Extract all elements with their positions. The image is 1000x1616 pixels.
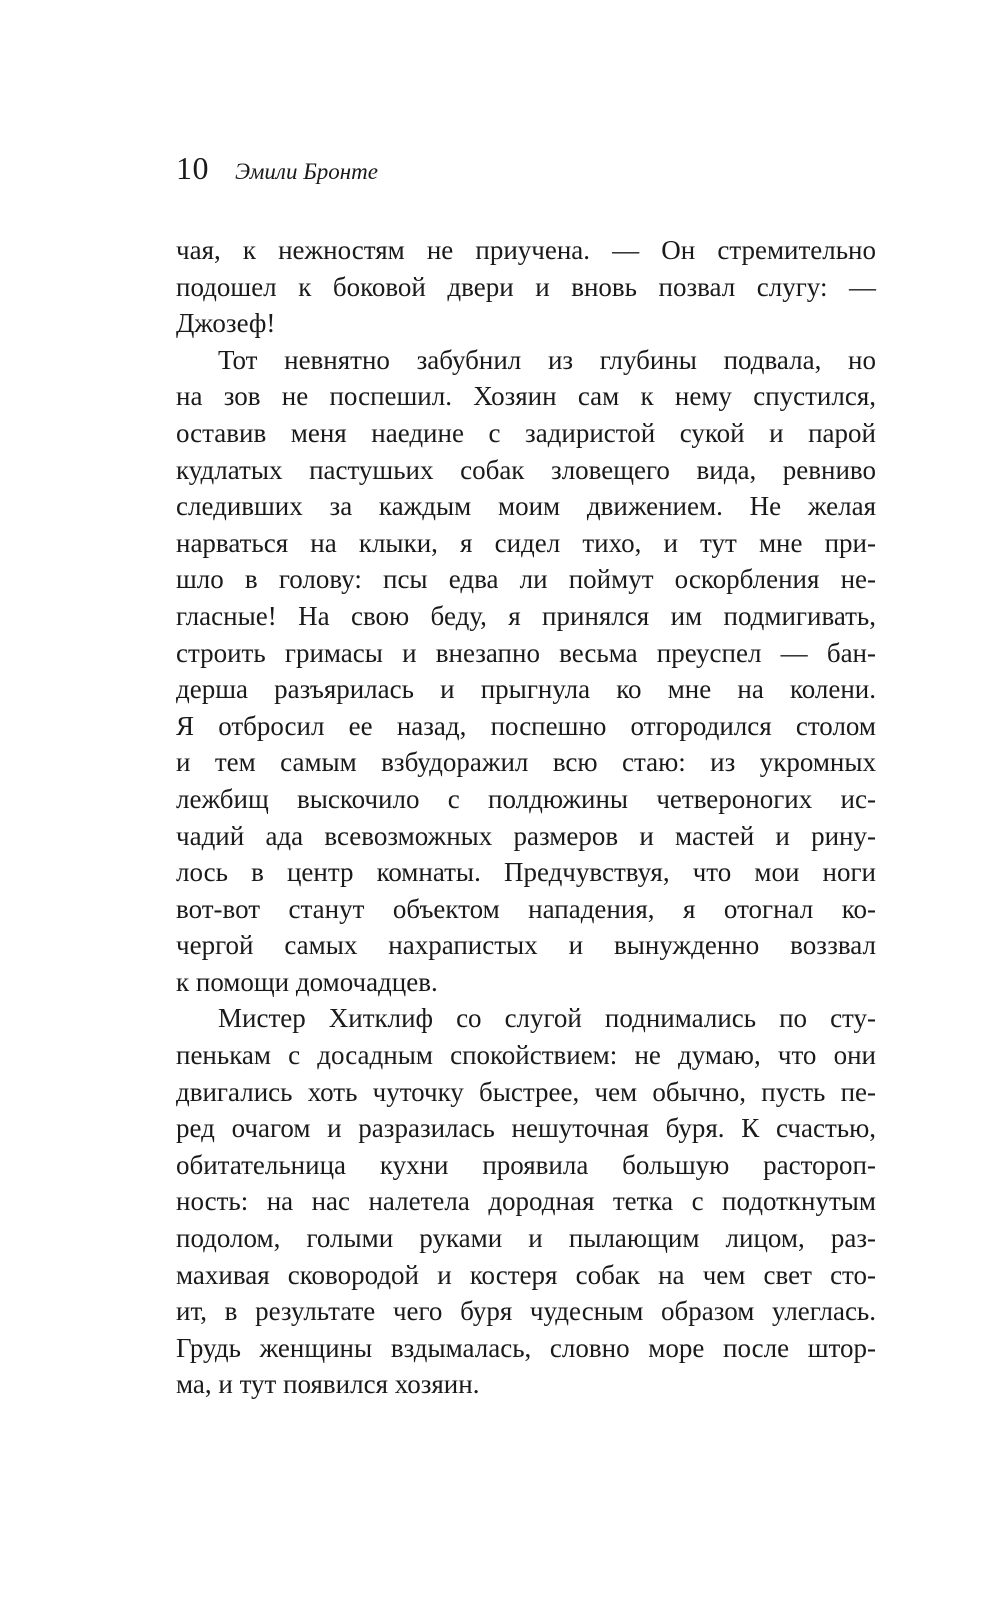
text-line: ность: на нас налетела дородная тетка с подоткнутым: [176, 1186, 876, 1217]
text-line: чергой самых нахрапистых и вынужденно воззвал: [176, 930, 876, 961]
text-line: лежбищ выскочило с полдюжины четвероногих ис-: [176, 783, 876, 814]
text-line: к помощи домочадцев.: [176, 966, 438, 997]
text-line: ит, в результате чего буря чудесным образом улеглась.: [176, 1296, 876, 1327]
text-line: Я отбросил ее назад, поспешно отгородился столом: [176, 710, 876, 741]
text-line: Грудь женщины вздымалась, словно море после штор-: [176, 1332, 876, 1363]
text-line: ма, и тут появился хозяин.: [176, 1369, 480, 1400]
text-line: чая, к нежностям не приучена. — Он стремительно: [176, 235, 876, 265]
text-line: строить гримасы и внезапно весьма преуспел — бан-: [176, 637, 876, 668]
text-line: лось в центр комнаты. Предчувствуя, что мои ноги: [176, 857, 876, 888]
page-number: 10: [176, 150, 209, 186]
text-line: Джозеф!: [176, 308, 276, 339]
text-line: шло в голову: псы едва ли поймут оскорбления не-: [176, 564, 876, 595]
text-line: чадий ада всевозможных размеров и мастей и рину-: [176, 820, 876, 851]
text-line: обитательница кухни проявила большую расторoп-: [176, 1149, 876, 1180]
body-text: [176, 232, 876, 1403]
text-line: подошел к боковой двери и вновь позвал слугу: —: [176, 271, 876, 302]
text-line: на зов не поспешил. Хозяин сам к нему спустился,: [176, 381, 876, 412]
text-line: и тем самым взбудоражил всю стаю: из укромных: [176, 747, 876, 778]
text-line: оставив меня наедине с задиристой сукой и парой: [176, 417, 876, 448]
text-line: подолом, голыми руками и пылающим лицом, раз-: [176, 1223, 876, 1254]
text-line: следивших за каждым моим движением. Не желая: [176, 491, 876, 522]
text-line: гласные! На свою беду, я принялся им подмигивать,: [176, 600, 876, 631]
text-line: Мистер Хитклиф со слугой поднимались по сту-: [218, 1003, 876, 1034]
text-line: кудлатых пастушьих собак зловещего вида, ревниво: [176, 454, 876, 485]
text-line: ред очагом и разразилась нешуточная буря. К счастью,: [176, 1113, 876, 1144]
text-line: вот-вот станут объектом нападения, я отогнал ко-: [176, 893, 876, 924]
text-line: махивая сковородой и костеря собак на чем свет сто-: [176, 1259, 876, 1290]
text-line: двигались хоть чуточку быстрее, чем обычно, пусть пе-: [176, 1076, 876, 1107]
text-line: Тот невнятно забубнил из глубины подвала, но: [218, 344, 876, 375]
running-head: [176, 150, 378, 190]
running-head-author: Эмили Бронте: [235, 159, 378, 184]
text-line: дерша разъярилась и прыгнула ко мне на колени.: [176, 674, 876, 705]
text-line: нарваться на клыки, я сидел тихо, и тут мне при-: [176, 527, 876, 558]
text-line: пенькам с досадным спокойствием: не думаю, что они: [176, 1040, 876, 1071]
